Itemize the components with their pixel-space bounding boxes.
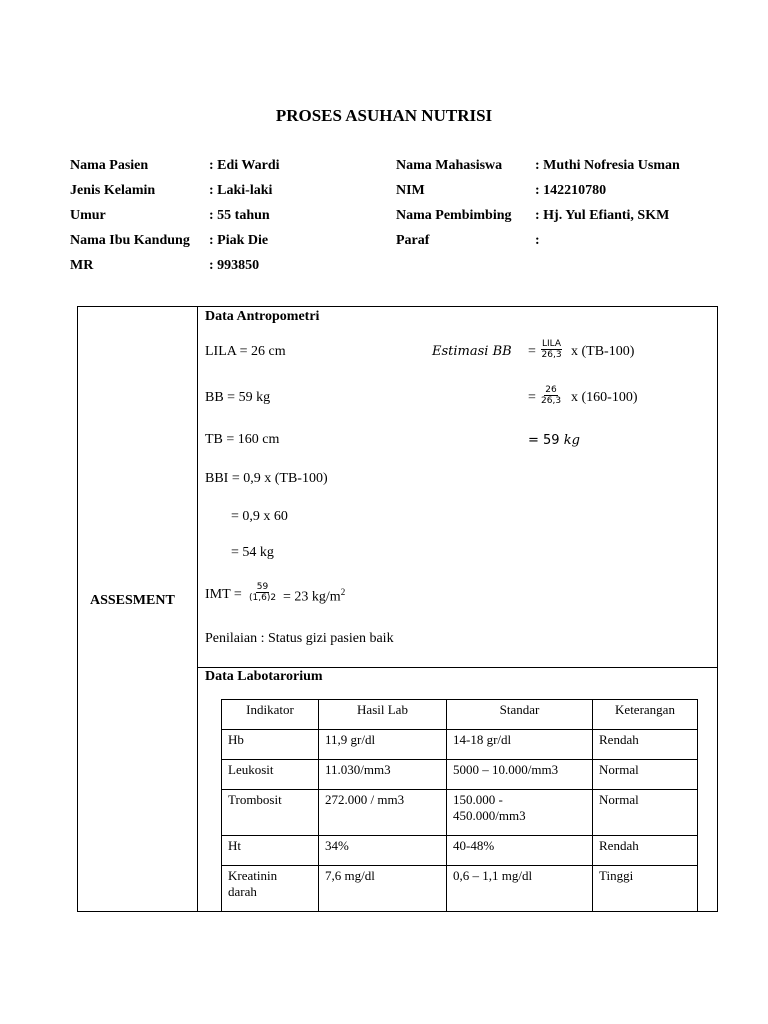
patient-name-label: Nama Pasien: [70, 158, 149, 173]
estimasi-tail-1: x (TB-100): [571, 344, 635, 359]
lab-header-hasil: Hasil Lab: [319, 700, 447, 730]
lab-heading: Data Labotarorium: [205, 669, 323, 684]
imt-prefix: IMT =: [205, 587, 242, 602]
lab-cell-standar: 150.000 - 450.000/mm3: [447, 790, 593, 836]
lab-table: [221, 699, 698, 912]
lab-header-keterangan: Keterangan: [593, 700, 698, 730]
assessment-column-divider: [197, 306, 198, 911]
estimasi-tail-2: x (160-100): [571, 390, 638, 405]
student-name-label: Nama Mahasiswa: [396, 158, 503, 173]
mother-name-label: Nama Ibu Kandung: [70, 233, 190, 248]
estimasi-frac2-numerator: 26: [545, 385, 557, 395]
lab-cell-standar: 0,6 – 1,1 mg/dl: [447, 866, 593, 912]
estimasi-eq-2: =: [528, 390, 536, 405]
estimasi-bb-label: Estimasi BB: [432, 344, 512, 359]
lab-cell-indikator: Ht: [222, 836, 319, 866]
bbi-step: = 0,9 x 60: [231, 509, 288, 524]
lab-cell-hasil: 7,6 mg/dl: [319, 866, 447, 912]
lab-cell-standar: 5000 – 10.000/mm3: [447, 760, 593, 790]
estimasi-frac2-denominator: 26,3: [541, 396, 562, 406]
table-row: [222, 836, 698, 866]
lab-cell-standar: 40-48%: [447, 836, 593, 866]
page-title: PROSES ASUHAN NUTRISI: [275, 106, 493, 125]
lab-cell-standar: 14-18 gr/dl: [447, 730, 593, 760]
nim-label: NIM: [396, 183, 425, 198]
section-divider: [197, 667, 717, 668]
lab-cell-keterangan: Rendah: [593, 836, 698, 866]
bbi-formula: BBI = 0,9 x (TB-100): [205, 471, 328, 486]
estimasi-result-unit: kg: [563, 433, 580, 448]
imt-superscript: 2: [340, 587, 346, 597]
lab-cell-hasil: 11.030/mm3: [319, 760, 447, 790]
imt-result: [283, 587, 345, 606]
tb-text: TB = 160 cm: [205, 432, 280, 447]
signature-label: Paraf: [396, 233, 430, 248]
lab-cell-indikator: Hb: [222, 730, 319, 760]
lab-cell-hasil: 11,9 gr/dl: [319, 730, 447, 760]
lab-cell-keterangan: Rendah: [593, 730, 698, 760]
antropometri-heading: Data Antropometri: [205, 309, 320, 324]
estimasi-result: [528, 433, 580, 448]
estimasi-eq-1: =: [528, 344, 536, 359]
lab-header-row: [222, 700, 698, 730]
supervisor-value: : Hj. Yul Efianti, SKM: [535, 208, 670, 223]
lab-cell-keterangan: Tinggi: [593, 866, 698, 912]
lab-cell-hasil: 272.000 / mm3: [319, 790, 447, 836]
lila-text: LILA = 26 cm: [205, 344, 286, 359]
patient-name-value: : Edi Wardi: [209, 158, 280, 173]
table-row: [222, 790, 698, 836]
lab-header-indikator: Indikator: [222, 700, 319, 730]
lab-cell-indikator: Trombosit: [222, 790, 319, 836]
table-row: [222, 730, 698, 760]
mr-value: : 993850: [209, 258, 260, 273]
gender-value: : Laki-laki: [209, 183, 273, 198]
imt-denominator: (1,6)2: [249, 593, 277, 603]
nim-value: : 142210780: [535, 183, 607, 198]
age-value: : 55 tahun: [209, 208, 270, 223]
estimasi-fraction-2: [541, 385, 561, 406]
table-row: [222, 760, 698, 790]
bbi-result: = 54 kg: [231, 545, 274, 560]
imt-numerator: 59: [256, 582, 269, 592]
estimasi-fraction-1: [541, 339, 562, 360]
student-name-value: : Muthi Nofresia Usman: [535, 158, 680, 173]
signature-value: :: [535, 233, 540, 248]
lab-cell-indikator: Kreatinin darah: [222, 866, 319, 912]
mother-name-value: : Piak Die: [209, 233, 269, 248]
bb-text: BB = 59 kg: [205, 390, 271, 405]
lab-header-standar: Standar: [447, 700, 593, 730]
lab-cell-indikator: Leukosit: [222, 760, 319, 790]
imt-fraction: [249, 582, 276, 603]
gender-label: Jenis Kelamin: [70, 183, 156, 198]
table-row: [222, 866, 698, 912]
lab-cell-keterangan: Normal: [593, 760, 698, 790]
estimasi-frac1-denominator: 26,3: [541, 350, 562, 360]
lab-cell-hasil: 34%: [319, 836, 447, 866]
mr-label: MR: [70, 258, 94, 273]
assesment-label: ASSESMENT: [90, 593, 175, 608]
imt-result-text: = 23 kg/m: [283, 589, 341, 605]
estimasi-frac1-numerator: LILA: [542, 339, 562, 349]
estimasi-result-value: = 59: [528, 433, 560, 448]
lab-cell-keterangan: Normal: [593, 790, 698, 836]
supervisor-label: Nama Pembimbing: [396, 208, 512, 223]
penilaian-text: Penilaian : Status gizi pasien baik: [205, 631, 394, 646]
age-label: Umur: [70, 208, 106, 223]
